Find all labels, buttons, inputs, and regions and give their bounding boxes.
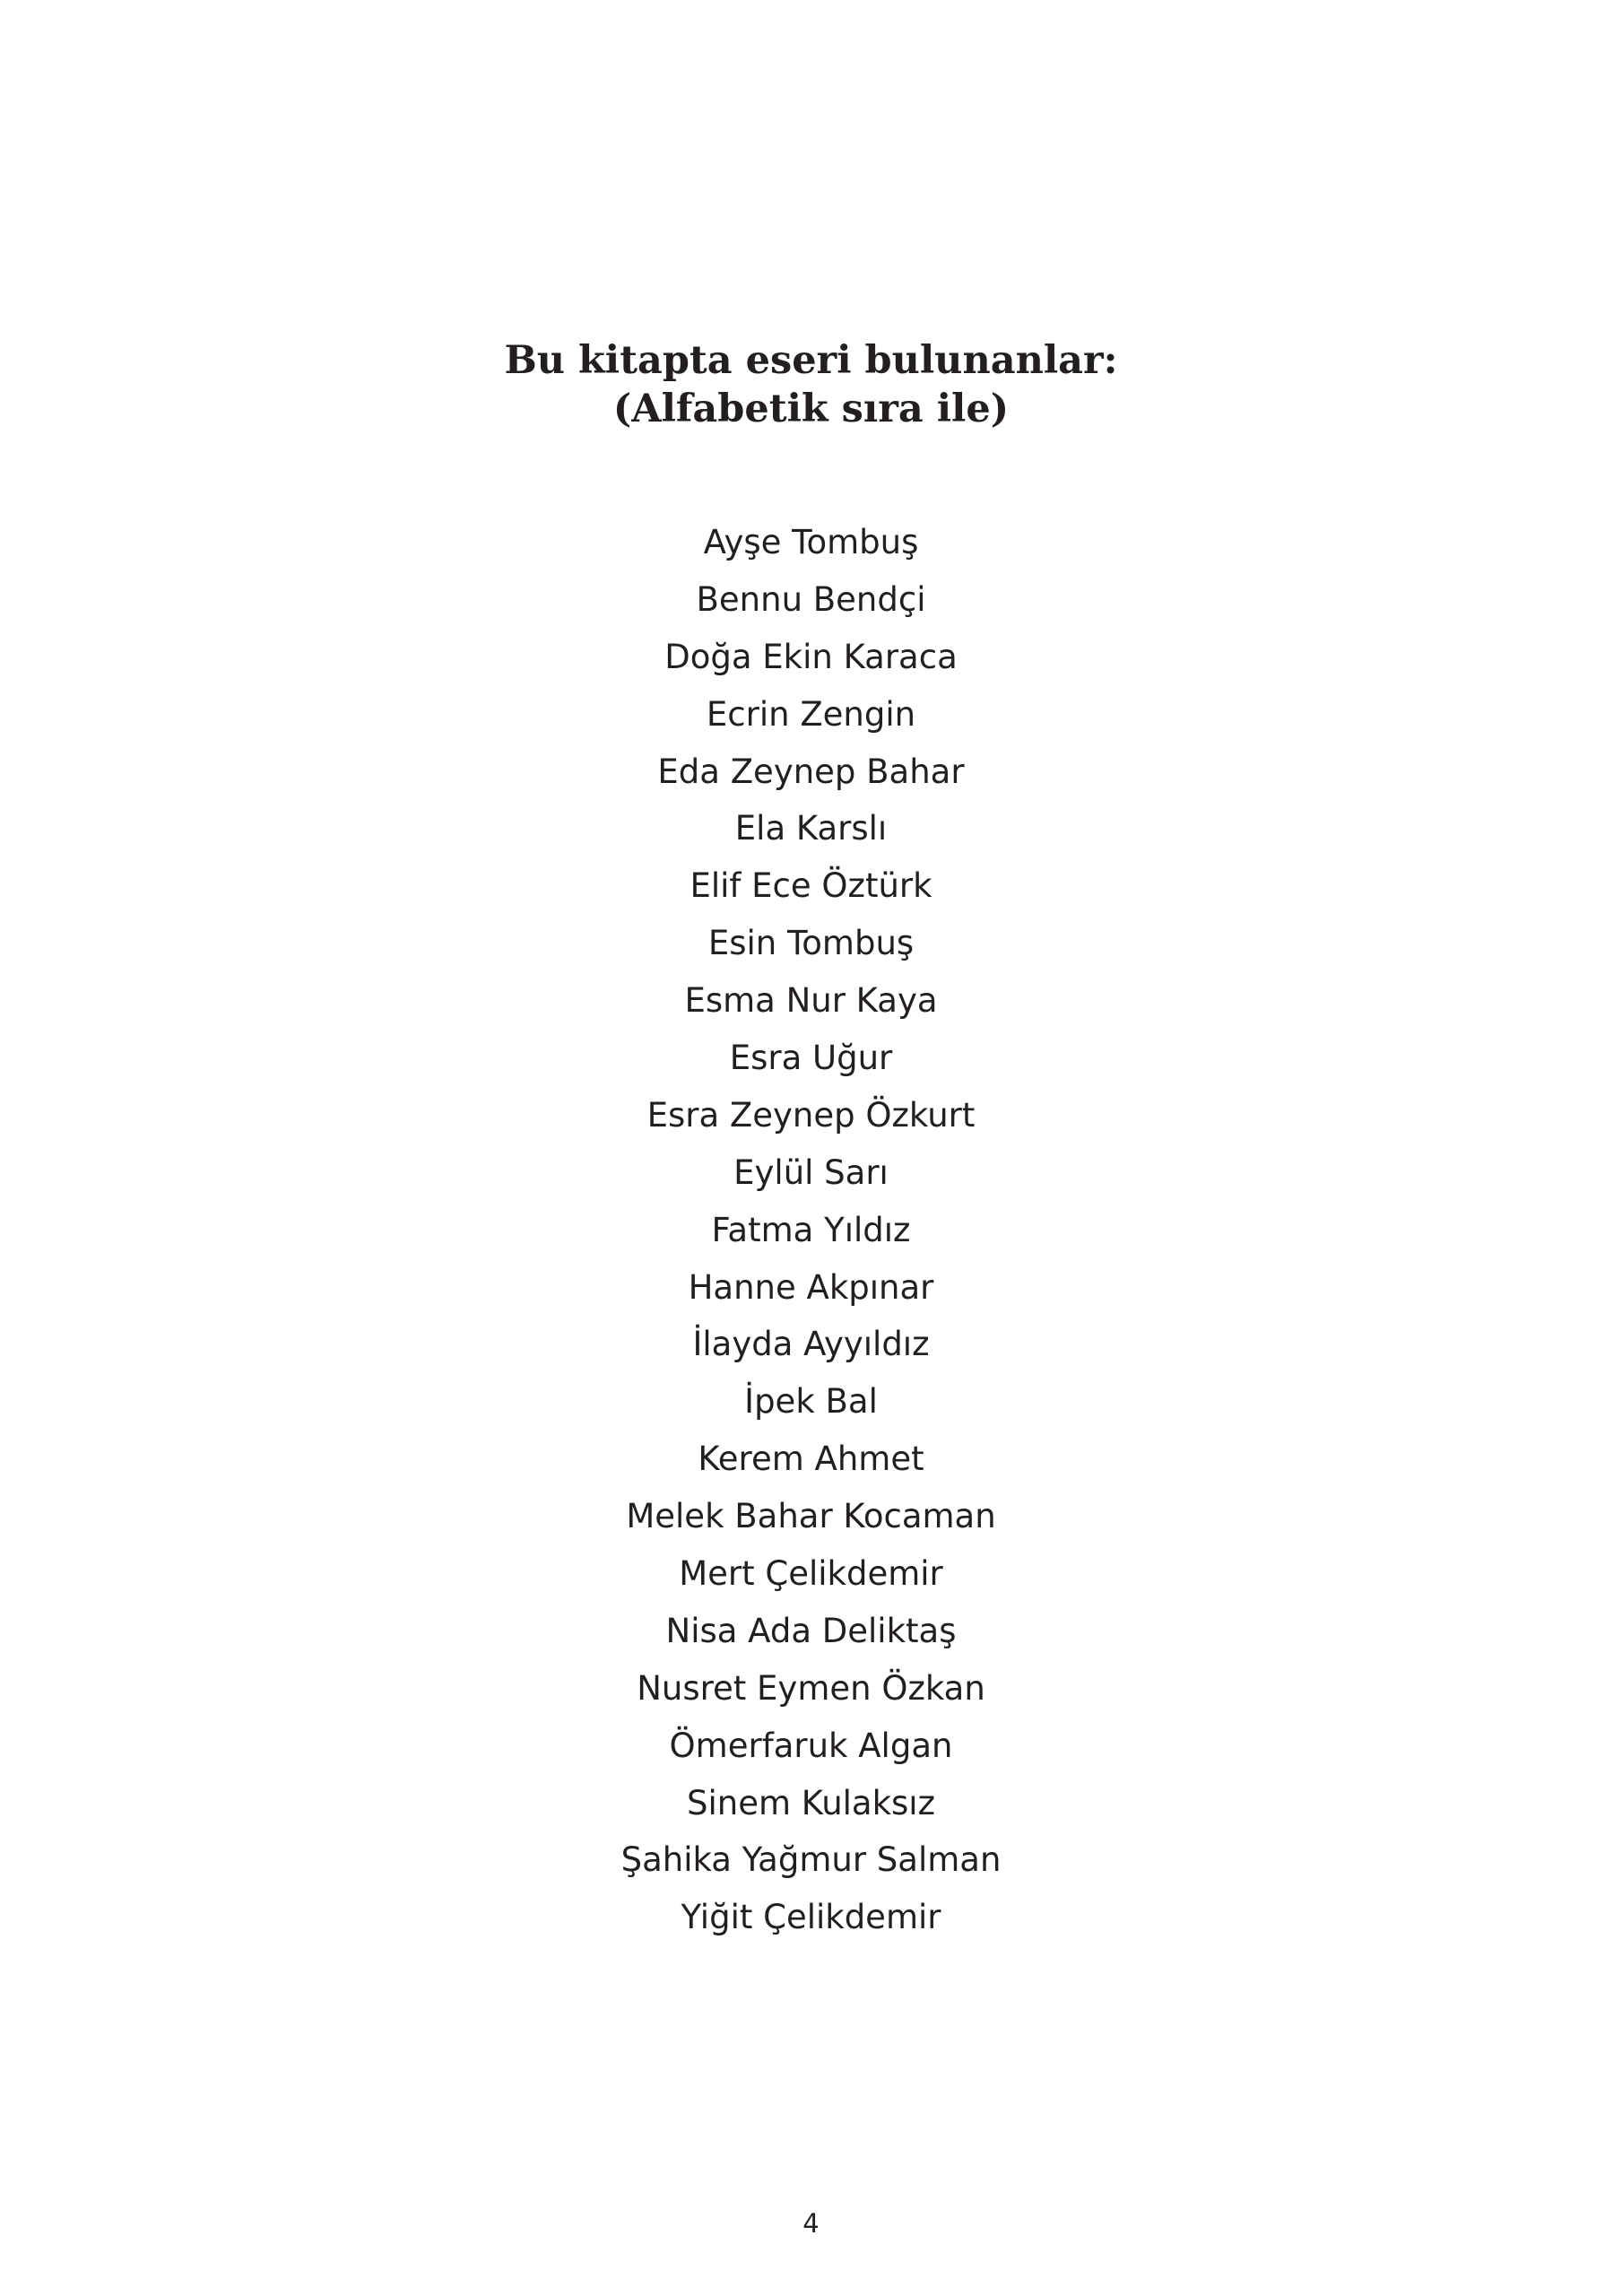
contributor-name: Hanne Akpınar xyxy=(688,1267,934,1307)
contributor-name: Eda Zeynep Bahar xyxy=(657,752,965,791)
contributor-name: Esin Tombuş xyxy=(707,924,915,963)
contributor-name: Bennu Bendçi xyxy=(696,579,926,619)
contributor-name: Elif Ece Öztürk xyxy=(690,866,932,906)
contributor-name: Fatma Yıldız xyxy=(711,1210,911,1249)
page-number: 4 xyxy=(802,2208,820,2239)
contributor-name: Eylül Sarı xyxy=(733,1152,889,1192)
contributor-name: İlayda Ayyıldız xyxy=(692,1325,930,1364)
contributor-name: Şahika Yağmur Salman xyxy=(620,1840,1002,1880)
contributor-name: Yiğit Çelikdemir xyxy=(681,1898,941,1937)
contributor-name: Ecrin Zengin xyxy=(706,694,916,734)
contributor-name: Melek Bahar Kocaman xyxy=(626,1497,996,1536)
contributor-name: Sinem Kulaksız xyxy=(686,1783,935,1822)
contributor-name: Mert Çelikdemir xyxy=(679,1554,943,1594)
contributor-name: İpek Bal xyxy=(744,1382,878,1422)
contributor-name: Ömerfaruk Algan xyxy=(669,1726,953,1765)
contributor-name: Ayşe Tombuş xyxy=(703,523,919,561)
contributor-name: Nisa Ada Deliktaş xyxy=(665,1611,957,1650)
contributor-name: Doğa Ekin Karaca xyxy=(664,637,958,676)
contributor-name: Ela Karslı xyxy=(734,809,888,848)
heading-subtitle: (Alfabetik sıra ile) xyxy=(612,387,1010,431)
contributor-name: Esra Zeynep Özkurt xyxy=(646,1095,976,1135)
contributor-list xyxy=(0,514,1622,1946)
contributor-name: Esma Nur Kaya xyxy=(684,981,938,1021)
heading-title: Bu kitapta eseri bulunanlar: xyxy=(504,338,1118,383)
page-heading xyxy=(0,336,1622,433)
contributor-name: Kerem Ahmet xyxy=(698,1439,924,1479)
contributor-name: Esra Uğur xyxy=(729,1039,893,1078)
contributor-name: Nusret Eymen Özkan xyxy=(637,1668,985,1708)
